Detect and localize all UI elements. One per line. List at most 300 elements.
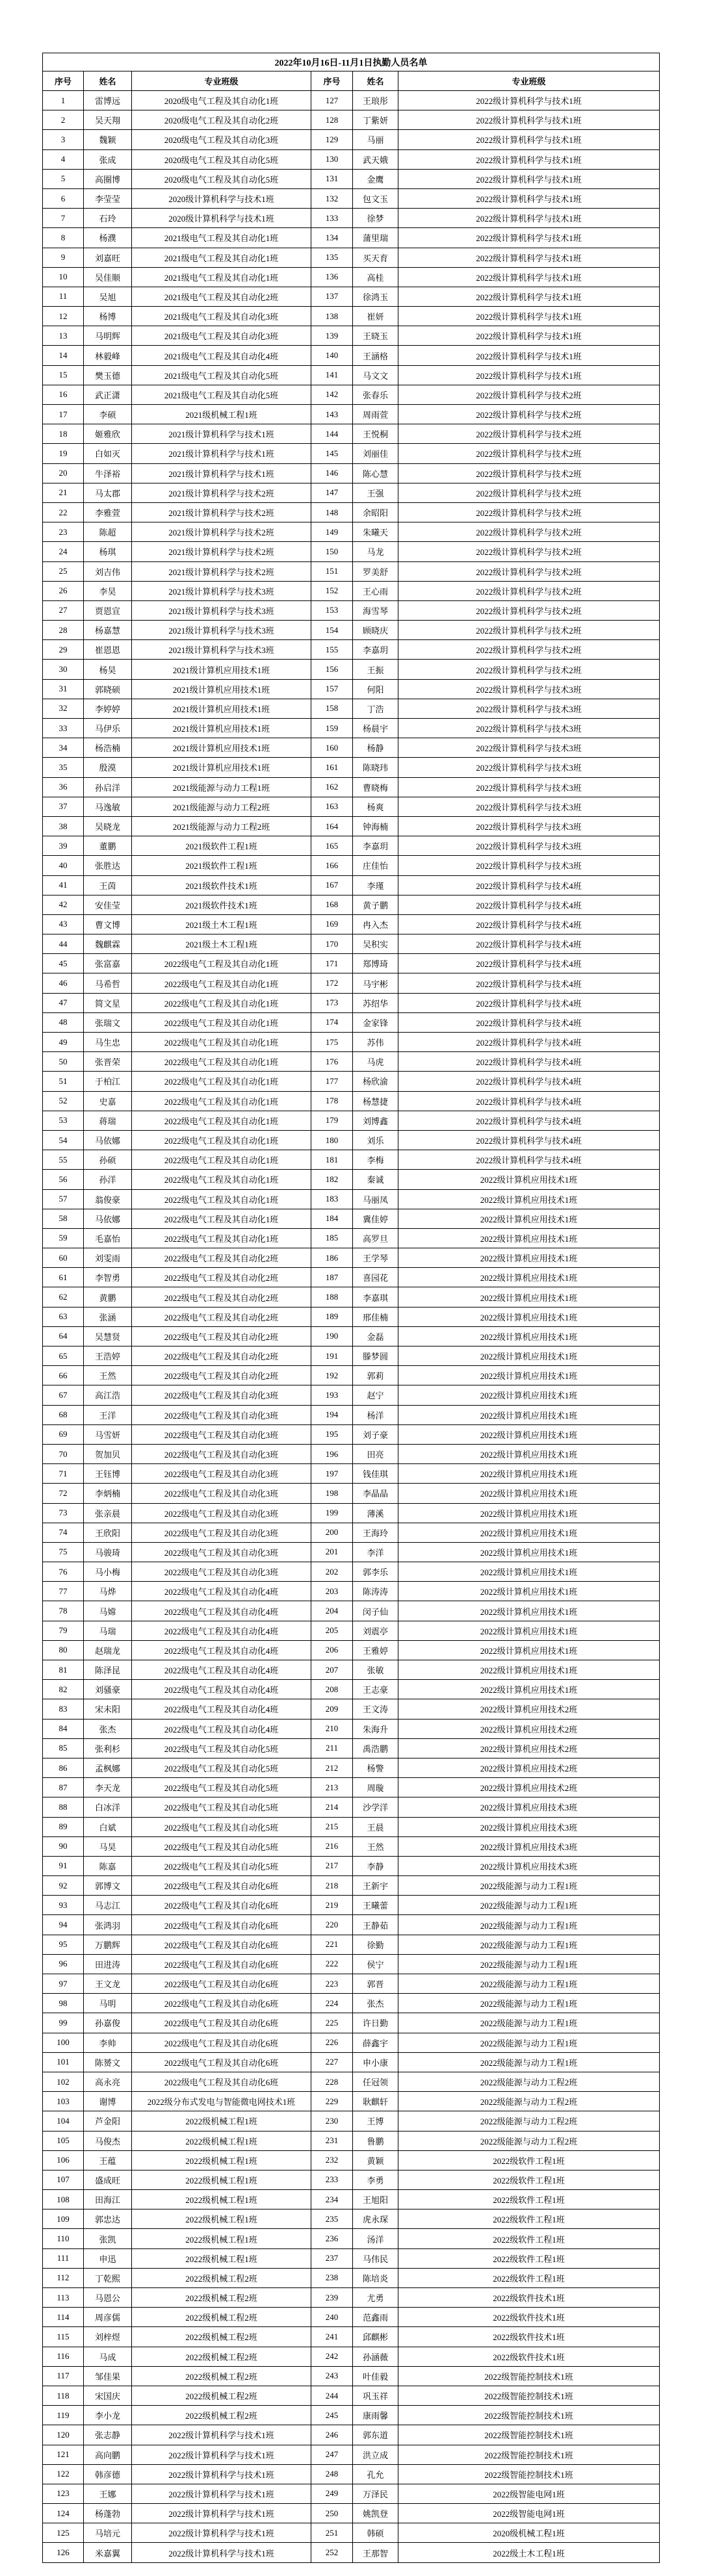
left-seq-cell: 27 [43,601,84,621]
left-class-cell: 2021级软件技术1班 [132,876,311,895]
right-seq-cell: 191 [311,1346,353,1366]
table-row [43,1287,660,1307]
right-seq-cell: 175 [311,1033,353,1052]
right-class-cell: 2022级计算机科学与技术2班 [398,621,660,640]
right-class-cell: 2022级能源与动力工程2班 [398,2111,660,2131]
left-seq-cell: 62 [43,1287,84,1307]
left-class-cell: 2021级机械工程1班 [132,405,311,424]
right-class-cell: 2022级能源与动力工程1班 [398,1915,660,1935]
left-class-cell: 2022级电气工程及其自动化1班 [132,994,311,1013]
left-class-cell: 2022级电气工程及其自动化2班 [132,1248,311,1268]
left-seq-cell: 77 [43,1582,84,1601]
left-name-cell: 陈赟文 [84,2053,132,2072]
left-name-cell: 吴佳顺 [84,268,132,287]
left-class-cell: 2022级电气工程及其自动化3班 [132,1406,311,1425]
right-class-cell: 2022级计算机科学与技术3班 [398,680,660,699]
table-row [43,1072,660,1091]
right-seq-cell: 216 [311,1837,353,1857]
right-class-cell: 2022级软件工程1班 [398,2249,660,2269]
left-name-cell: 田海江 [84,2190,132,2209]
left-seq-cell: 121 [43,2445,84,2465]
right-class-cell: 2022级计算机应用技术3班 [398,1857,660,1876]
table-row [43,1582,660,1601]
right-seq-cell: 132 [311,189,353,209]
table-row [43,1641,660,1660]
left-seq-cell: 86 [43,1758,84,1778]
left-name-cell: 米嘉翼 [84,2543,132,2562]
right-class-cell: 2022级计算机应用技术1班 [398,1464,660,1484]
left-name-cell: 王然 [84,1366,132,1385]
right-seq-cell: 179 [311,1111,353,1131]
left-seq-cell: 112 [43,2269,84,2288]
table-row [43,150,660,170]
table-row [43,797,660,817]
left-seq-cell: 107 [43,2170,84,2190]
right-name-cell: 刘震亭 [353,1621,398,1641]
left-class-cell: 2022级电气工程及其自动化1班 [132,1209,311,1229]
right-class-cell: 2022级计算机应用技术1班 [398,1248,660,1268]
right-class-cell: 2022级计算机科学与技术1班 [398,268,660,287]
right-class-cell: 2022级计算机科学与技术1班 [398,150,660,170]
left-name-cell: 孟枫娜 [84,1758,132,1778]
right-seq-cell: 223 [311,1974,353,1994]
table-row [43,1248,660,1268]
right-class-cell: 2022级能源与动力工程1班 [398,2033,660,2053]
right-name-cell: 钟海楠 [353,817,398,836]
right-seq-cell: 248 [311,2465,353,2484]
right-name-cell: 闵子仙 [353,1601,398,1621]
table-row [43,1562,660,1582]
left-class-cell: 2022级电气工程及其自动化3班 [132,1464,311,1484]
left-seq-cell: 109 [43,2209,84,2229]
right-name-cell: 康雨馨 [353,2406,398,2425]
left-class-cell: 2022级电气工程及其自动化3班 [132,1385,311,1405]
table-row [43,2132,660,2151]
left-name-cell: 董鹏 [84,836,132,856]
table-body [43,91,660,2563]
right-seq-cell: 165 [311,836,353,856]
left-seq-cell: 103 [43,2092,84,2111]
table-row [43,1601,660,1621]
right-name-cell: 李静 [353,1857,398,1876]
left-seq-cell: 53 [43,1111,84,1131]
right-class-cell: 2022级计算机应用技术3班 [398,1818,660,1837]
left-class-cell: 2022级计算机科学与技术1班 [132,2445,311,2465]
table-row [43,1818,660,1837]
table-row [43,1033,660,1052]
right-class-cell: 2022级软件工程1班 [398,2151,660,2170]
left-name-cell: 蒋瑞 [84,1111,132,1131]
right-class-cell: 2022级计算机科学与技术1班 [398,287,660,307]
right-seq-cell: 249 [311,2484,353,2504]
right-seq-cell: 238 [311,2269,353,2288]
left-class-cell: 2020级电气工程及其自动化5班 [132,170,311,189]
right-class-cell: 2022级计算机科学与技术3班 [398,738,660,758]
right-class-cell: 2022级计算机科学与技术2班 [398,464,660,483]
table-row [43,326,660,346]
left-seq-cell: 35 [43,758,84,777]
left-name-cell: 李小龙 [84,2406,132,2425]
right-class-cell: 2022级计算机科学与技术2班 [398,405,660,424]
left-name-cell: 王茵 [84,876,132,895]
right-name-cell: 王旭阳 [353,2190,398,2209]
right-seq-cell: 144 [311,424,353,444]
left-name-cell: 马骏琦 [84,1543,132,1562]
right-name-cell: 陈晓玮 [353,758,398,777]
right-seq-cell: 174 [311,1013,353,1033]
left-class-cell: 2022级电气工程及其自动化3班 [132,1543,311,1562]
right-class-cell: 2022级软件工程1班 [398,2229,660,2248]
right-seq-cell: 182 [311,1170,353,1189]
right-seq-cell: 134 [311,228,353,248]
left-seq-cell: 54 [43,1131,84,1150]
table-row [43,405,660,424]
left-name-cell: 安佳莹 [84,895,132,915]
left-name-cell: 张涵 [84,1307,132,1327]
right-name-cell: 许日勤 [353,2013,398,2033]
right-name-cell: 周雨萱 [353,405,398,424]
left-seq-cell: 70 [43,1445,84,1464]
right-name-cell: 冉入杰 [353,915,398,934]
left-name-cell: 马瑞 [84,1621,132,1641]
table-row [43,1719,660,1739]
right-name-cell: 崔妍 [353,307,398,326]
table-row [43,248,660,268]
left-name-cell: 宋国庆 [84,2386,132,2406]
right-class-cell: 2022级计算机应用技术1班 [398,1268,660,1287]
left-seq-cell: 81 [43,1660,84,1680]
right-seq-cell: 215 [311,1818,353,1837]
right-class-cell: 2022级智能控制技术1班 [398,2386,660,2406]
table-row [43,1994,660,2013]
right-seq-cell: 141 [311,366,353,385]
right-class-cell: 2022级计算机应用技术2班 [398,1739,660,1758]
right-class-cell: 2022级计算机科学与技术2班 [398,483,660,503]
right-class-cell: 2022级能源与动力工程1班 [398,2053,660,2072]
table-row [43,1935,660,1955]
table-row [43,2406,660,2425]
left-class-cell: 2022级电气工程及其自动化4班 [132,1699,311,1719]
table-row [43,1013,660,1033]
right-seq-cell: 156 [311,660,353,679]
right-seq-cell: 219 [311,1896,353,1915]
left-class-cell: 2022级电气工程及其自动化3班 [132,1425,311,1445]
right-name-cell: 曹晓梅 [353,778,398,797]
right-name-cell: 郭李乐 [353,1562,398,1582]
right-seq-cell: 221 [311,1935,353,1955]
right-seq-cell: 159 [311,719,353,738]
right-class-cell: 2022级计算机科学与技术4班 [398,994,660,1013]
table-title: 2022年10月16日-11月1日执勤人员名单 [43,53,660,71]
right-class-cell: 2022级计算机应用技术1班 [398,1229,660,1248]
right-class-cell: 2022级计算机科学与技术4班 [398,973,660,993]
table-row [43,307,660,326]
table-row [43,1974,660,1994]
right-name-cell: 万泽民 [353,2484,398,2504]
table-row [43,2151,660,2170]
left-seq-cell: 85 [43,1739,84,1758]
table-row [43,640,660,660]
right-class-cell: 2022级能源与动力工程1班 [398,2013,660,2033]
right-seq-cell: 162 [311,778,353,797]
right-class-cell: 2022级软件技术1班 [398,2327,660,2347]
right-name-cell: 杨爽 [353,797,398,817]
right-class-cell: 2022级计算机应用技术1班 [398,1307,660,1327]
left-name-cell: 杨琪 [84,542,132,561]
right-class-cell: 2022级能源与动力工程2班 [398,2092,660,2111]
left-seq-cell: 126 [43,2543,84,2562]
right-class-cell: 2022级计算机应用技术1班 [398,1621,660,1641]
table-row [43,1680,660,1699]
right-name-cell: 王曦蕾 [353,1896,398,1915]
left-class-cell: 2021级计算机应用技术1班 [132,738,311,758]
right-seq-cell: 207 [311,1660,353,1680]
right-seq-cell: 232 [311,2151,353,2170]
right-name-cell: 周璇 [353,1778,398,1797]
right-seq-cell: 206 [311,1641,353,1660]
left-name-cell: 李婷婷 [84,699,132,719]
table-row [43,1523,660,1543]
header-seq-left: 序号 [43,71,84,91]
table-row [43,1660,660,1680]
right-name-cell: 孔允 [353,2465,398,2484]
left-seq-cell: 66 [43,1366,84,1385]
table-row [43,1307,660,1327]
left-name-cell: 张凯 [84,2229,132,2248]
right-name-cell: 巩玉祥 [353,2386,398,2406]
left-name-cell: 刘雯雨 [84,1248,132,1268]
left-seq-cell: 4 [43,150,84,170]
left-name-cell: 刘骚豪 [84,1680,132,1699]
left-name-cell: 姬雅欣 [84,424,132,444]
left-seq-cell: 34 [43,738,84,758]
right-name-cell: 王海玲 [353,1523,398,1543]
table-row [43,1543,660,1562]
right-seq-cell: 178 [311,1092,353,1111]
right-class-cell: 2022级智能控制技术1班 [398,2406,660,2425]
right-class-cell: 2022级计算机应用技术3班 [398,1837,660,1857]
left-name-cell: 宋未阳 [84,1699,132,1719]
header-row [43,71,660,91]
right-name-cell: 郭晋 [353,1974,398,1994]
right-seq-cell: 229 [311,2092,353,2111]
left-name-cell: 白如灭 [84,444,132,463]
right-class-cell: 2022级能源与动力工程1班 [398,1955,660,1974]
right-seq-cell: 204 [311,1601,353,1621]
right-name-cell: 王那智 [353,2543,398,2562]
right-name-cell: 徐梦 [353,209,398,228]
left-seq-cell: 100 [43,2033,84,2053]
right-seq-cell: 155 [311,640,353,660]
right-seq-cell: 167 [311,876,353,895]
left-seq-cell: 60 [43,1248,84,1268]
left-seq-cell: 88 [43,1797,84,1817]
table-row [43,973,660,993]
right-class-cell: 2022级计算机科学与技术1班 [398,110,660,130]
left-class-cell: 2021级计算机科学与技术3班 [132,582,311,601]
right-name-cell: 沙学洋 [353,1797,398,1817]
right-name-cell: 郭东道 [353,2425,398,2445]
right-name-cell: 李嘉玥 [353,836,398,856]
table-row [43,1778,660,1797]
left-name-cell: 孙硕 [84,1150,132,1170]
right-name-cell: 黄颖 [353,2151,398,2170]
right-class-cell: 2022级计算机科学与技术2班 [398,522,660,542]
left-class-cell: 2022级电气工程及其自动化2班 [132,1346,311,1366]
right-name-cell: 陈培炎 [353,2269,398,2288]
left-class-cell: 2021级软件工程1班 [132,856,311,875]
left-name-cell: 谢博 [84,2092,132,2111]
left-seq-cell: 46 [43,973,84,993]
right-name-cell: 禹浩鹏 [353,1739,398,1758]
table-row [43,170,660,189]
right-seq-cell: 157 [311,680,353,699]
right-seq-cell: 200 [311,1523,353,1543]
left-seq-cell: 3 [43,130,84,149]
right-seq-cell: 241 [311,2327,353,2347]
left-seq-cell: 80 [43,1641,84,1660]
table-row [43,2523,660,2543]
left-name-cell: 杨蓬勃 [84,2504,132,2523]
left-class-cell: 2022级电气工程及其自动化4班 [132,1601,311,1621]
table-row [43,1052,660,1072]
right-class-cell: 2022级软件技术1班 [398,2347,660,2367]
table-row [43,444,660,463]
right-name-cell: 马丽 [353,130,398,149]
left-class-cell: 2021级能源与动力工程2班 [132,797,311,817]
right-class-cell: 2022级计算机应用技术1班 [398,1504,660,1523]
right-class-cell: 2022级能源与动力工程1班 [398,1974,660,1994]
left-name-cell: 李智勇 [84,1268,132,1287]
right-name-cell: 杨慧捷 [353,1092,398,1111]
left-seq-cell: 122 [43,2465,84,2484]
left-name-cell: 韩彦德 [84,2465,132,2484]
table-row [43,994,660,1013]
left-name-cell: 白冰洋 [84,1797,132,1817]
right-seq-cell: 198 [311,1484,353,1503]
left-class-cell: 2022级机械工程1班 [132,2190,311,2209]
right-seq-cell: 234 [311,2190,353,2209]
left-name-cell: 马培元 [84,2523,132,2543]
left-name-cell: 邹佳果 [84,2367,132,2386]
right-seq-cell: 183 [311,1190,353,1209]
left-seq-cell: 71 [43,1464,84,1484]
right-name-cell: 郑博琦 [353,954,398,973]
table-row [43,1190,660,1209]
left-name-cell: 丁乾熙 [84,2269,132,2288]
left-class-cell: 2022级分布式发电与智能微电网技术1班 [132,2092,311,2111]
table-row [43,483,660,503]
left-name-cell: 吴天翔 [84,110,132,130]
left-seq-cell: 42 [43,895,84,915]
left-name-cell: 马明辉 [84,326,132,346]
left-name-cell: 赵瑞龙 [84,1641,132,1660]
left-class-cell: 2022级电气工程及其自动化6班 [132,1896,311,1915]
right-seq-cell: 194 [311,1406,353,1425]
table-row [43,2033,660,2053]
right-seq-cell: 250 [311,2504,353,2523]
right-seq-cell: 218 [311,1876,353,1896]
left-seq-cell: 10 [43,268,84,287]
table-row [43,1739,660,1758]
left-seq-cell: 96 [43,1955,84,1974]
right-name-cell: 王雅婷 [353,1641,398,1660]
left-class-cell: 2022级电气工程及其自动化1班 [132,1190,311,1209]
right-name-cell: 鲁鹏 [353,2132,398,2151]
left-name-cell: 张亲晨 [84,1504,132,1523]
right-name-cell: 罗美舒 [353,562,398,582]
left-seq-cell: 38 [43,817,84,836]
right-name-cell: 王然 [353,1837,398,1857]
right-class-cell: 2022级计算机应用技术1班 [398,1209,660,1229]
left-class-cell: 2022级电气工程及其自动化6班 [132,1915,311,1935]
right-seq-cell: 192 [311,1366,353,1385]
left-class-cell: 2022级机械工程2班 [132,2406,311,2425]
left-seq-cell: 39 [43,836,84,856]
right-name-cell: 张杰 [353,1994,398,2013]
table-row [43,719,660,738]
right-seq-cell: 213 [311,1778,353,1797]
left-class-cell: 2022级计算机科学与技术1班 [132,2543,311,2562]
right-name-cell: 孙涵薇 [353,2347,398,2367]
table-row [43,1170,660,1189]
right-seq-cell: 202 [311,1562,353,1582]
left-seq-cell: 84 [43,1719,84,1739]
right-name-cell: 海雪琴 [353,601,398,621]
right-class-cell: 2022级能源与动力工程2班 [398,2072,660,2092]
left-seq-cell: 110 [43,2229,84,2248]
left-class-cell: 2021级软件工程1班 [132,836,311,856]
header-class-left: 专业班级 [132,71,311,91]
right-name-cell: 刘丽佳 [353,444,398,463]
left-class-cell: 2022级机械工程1班 [132,2209,311,2229]
right-class-cell: 2022级计算机科学与技术1班 [398,228,660,248]
left-seq-cell: 48 [43,1013,84,1033]
right-class-cell: 2022级计算机应用技术1班 [398,1406,660,1425]
right-seq-cell: 161 [311,758,353,777]
left-class-cell: 2022级电气工程及其自动化1班 [132,1072,311,1091]
left-name-cell: 田进涛 [84,1955,132,1974]
right-seq-cell: 209 [311,1699,353,1719]
right-name-cell: 冀佳婷 [353,1209,398,1229]
right-seq-cell: 147 [311,483,353,503]
left-seq-cell: 61 [43,1268,84,1287]
left-seq-cell: 16 [43,385,84,405]
right-name-cell: 范鑫雨 [353,2308,398,2327]
right-name-cell: 买天育 [353,248,398,268]
left-seq-cell: 47 [43,994,84,1013]
left-seq-cell: 97 [43,1974,84,1994]
right-seq-cell: 240 [311,2308,353,2327]
right-seq-cell: 186 [311,1248,353,1268]
left-class-cell: 2021级计算机科学与技术3班 [132,601,311,621]
right-name-cell: 吴积实 [353,934,398,954]
right-class-cell: 2022级计算机应用技术1班 [398,1190,660,1209]
right-class-cell: 2022级计算机科学与技术3班 [398,778,660,797]
left-class-cell: 2021级软件技术1班 [132,895,311,915]
right-class-cell: 2022级计算机科学与技术4班 [398,1092,660,1111]
right-class-cell: 2022级计算机科学与技术4班 [398,1052,660,1072]
left-class-cell: 2022级电气工程及其自动化5班 [132,1797,311,1817]
table-row [43,954,660,973]
left-seq-cell: 125 [43,2523,84,2543]
left-class-cell: 2022级电气工程及其自动化5班 [132,1818,311,1837]
left-class-cell: 2022级计算机科学与技术1班 [132,2504,311,2523]
left-class-cell: 2022级电气工程及其自动化1班 [132,1013,311,1033]
left-name-cell: 高圈博 [84,170,132,189]
left-class-cell: 2022级电气工程及其自动化3班 [132,1445,311,1464]
right-seq-cell: 217 [311,1857,353,1876]
